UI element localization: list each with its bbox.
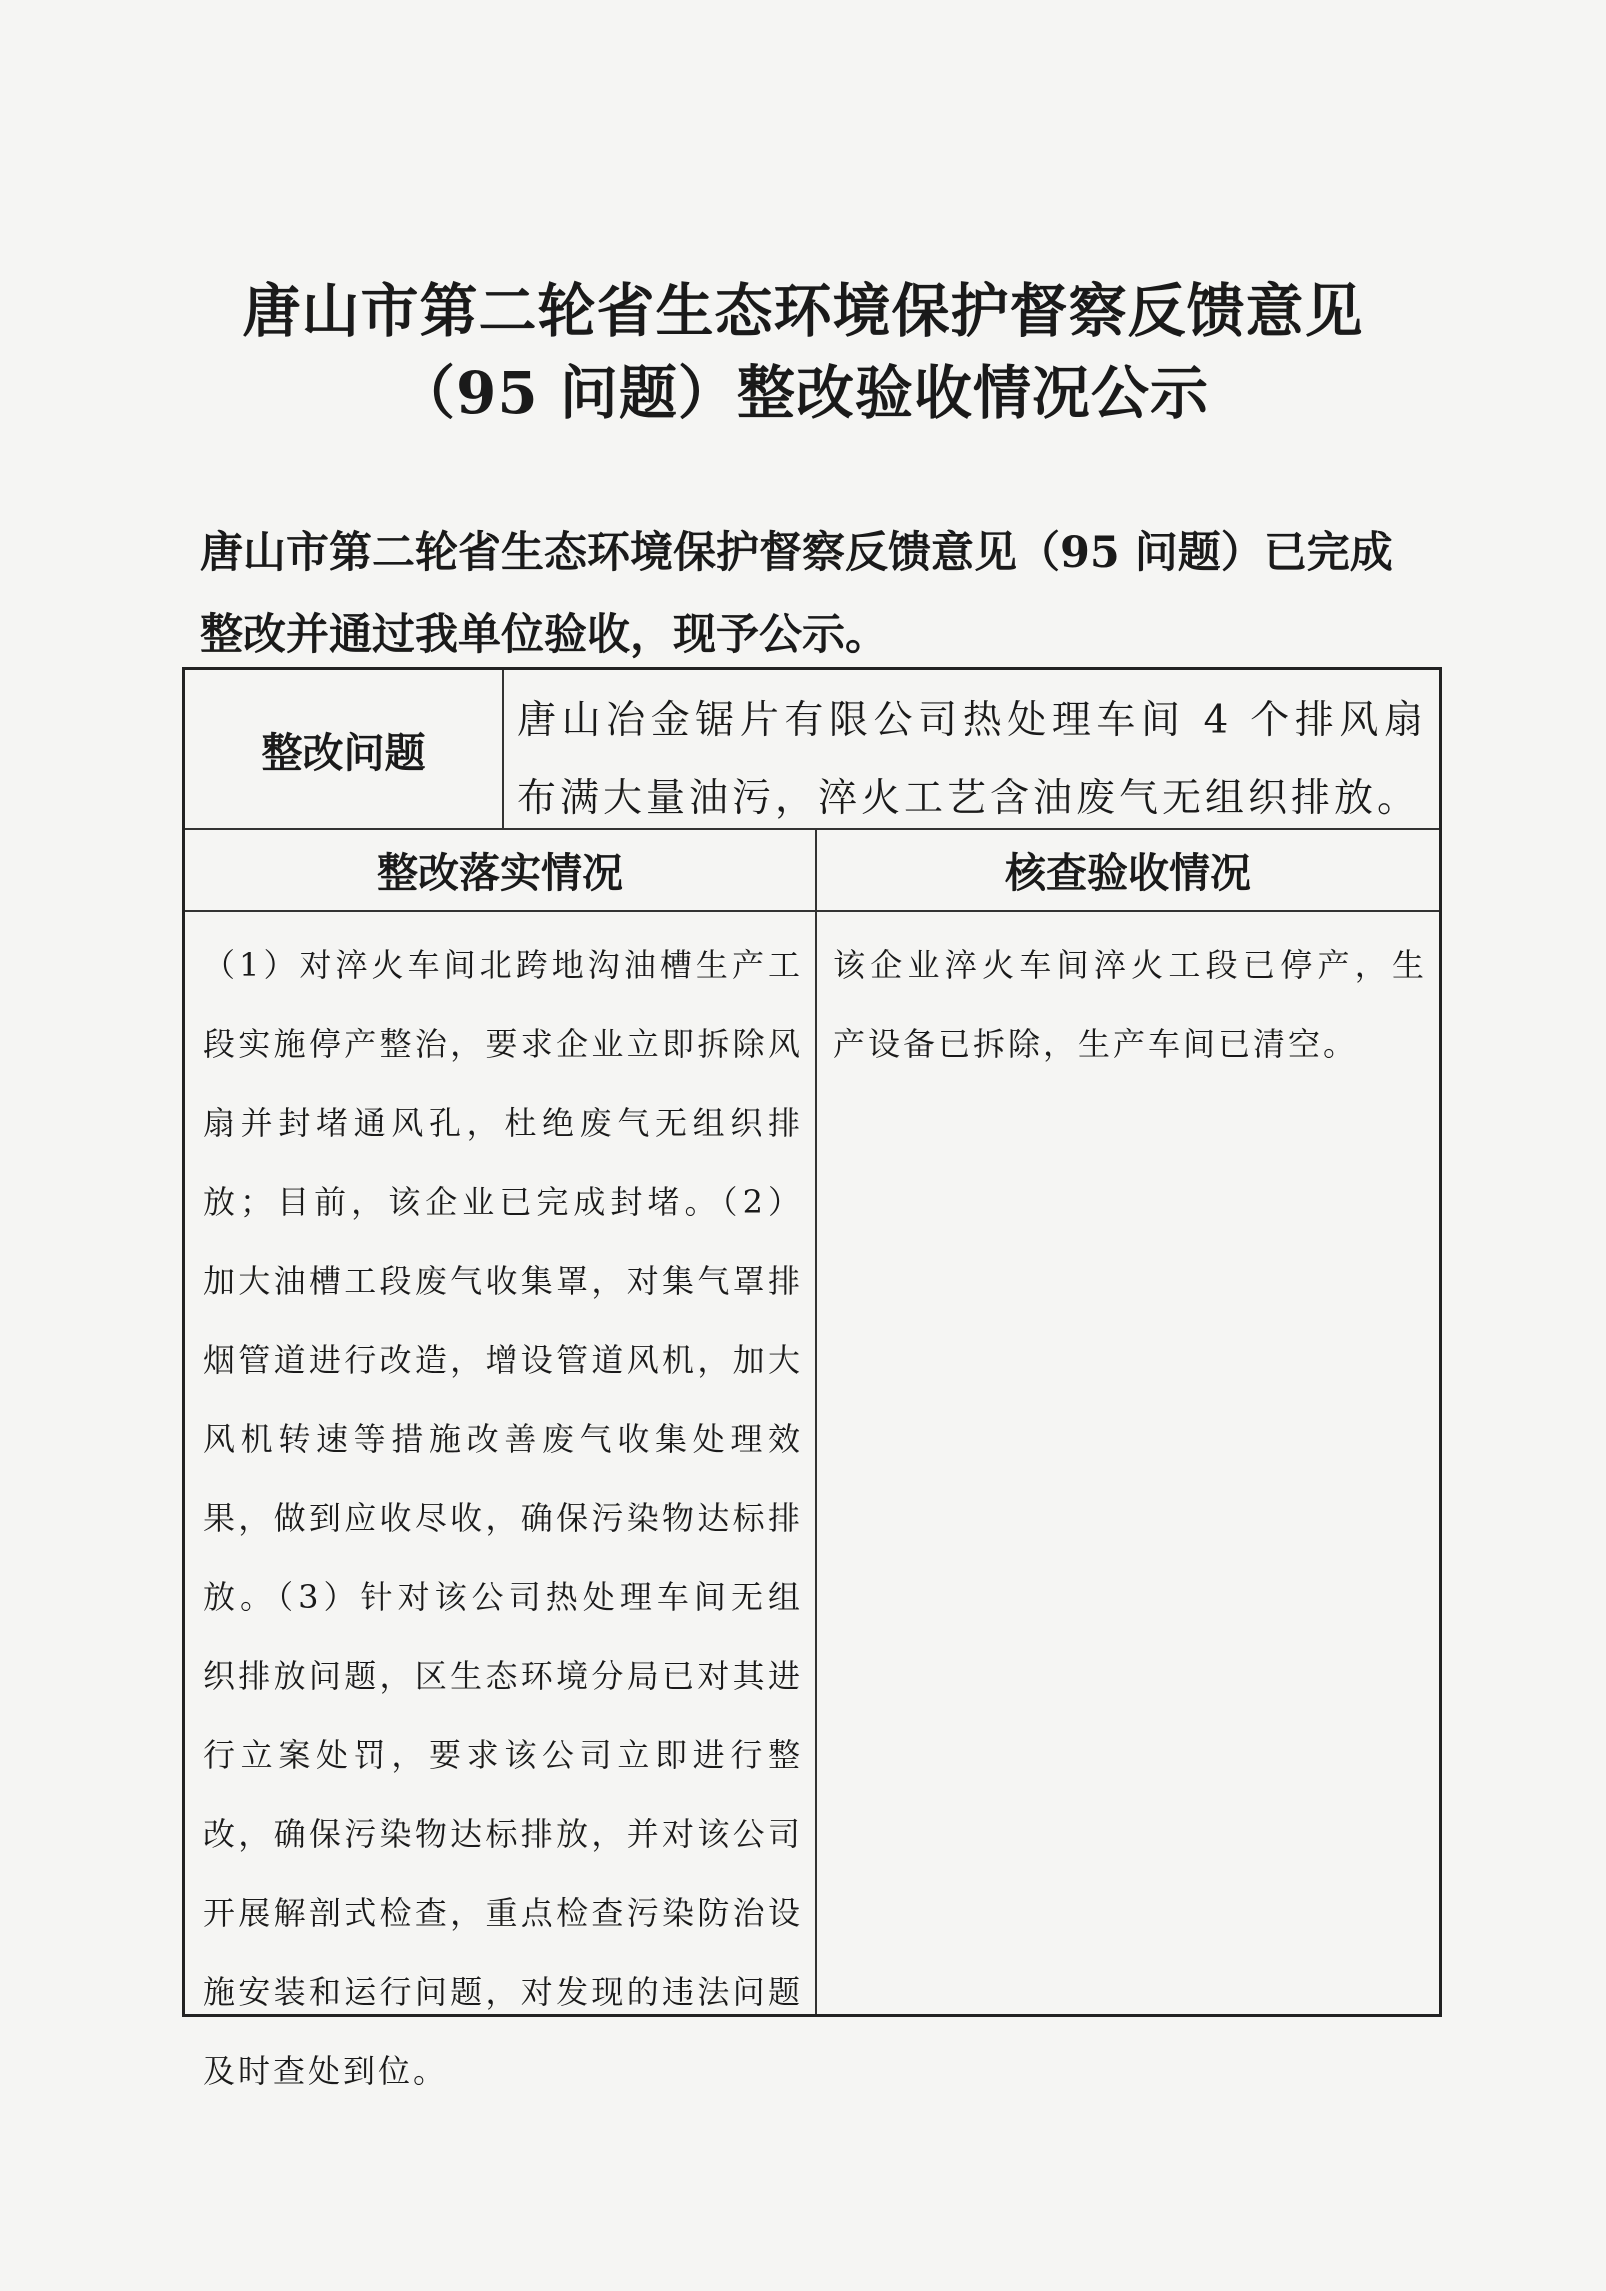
intro-paragraph-line-2: 整改并通过我单位验收，现予公示。 bbox=[200, 610, 888, 660]
verification-content: 该企业淬火车间淬火工段已停产，生产设备已拆除，生产车间已清空。 bbox=[833, 946, 1427, 1063]
implementation-content: （1）对淬火车间北跨地沟油槽生产工段实施停产整治，要求企业立即拆除风扇并封堵通风孔，杜绝废气无组织排放；目前，该企业已完成封堵。（2）加大油槽工段废气收集罩，对集气罩排烟管道进行改造，增设管道风机，加大风机转速等措施改善废气收集处理效果，做到应收尽收，确保污染物达标排放。（3）针对该公司热处理车间无组织排放问题，区生态环境分局已对其进行立案处罚，要求该公司立即进行整改，确保污染物达标排放，并对该公司开展解剖式检查，重点检查污染防治设施安装和运行问题，对发现的违法问题及时查处到位。 bbox=[203, 946, 803, 2090]
table-divider bbox=[185, 910, 1439, 912]
problem-description: 唐山冶金锯片有限公司热处理车间 4 个排风扇布满大量油污，淬火工艺含油废气无组织排放。 bbox=[517, 698, 1427, 821]
table-divider bbox=[815, 828, 817, 2014]
problem-label: 整改问题 bbox=[261, 728, 426, 777]
table-divider bbox=[502, 670, 504, 828]
implementation-header: 整改落实情况 bbox=[377, 848, 623, 897]
document-title-line-1: 唐山市第二轮省生态环境保护督察反馈意见 bbox=[242, 277, 1364, 345]
verification-header: 核查验收情况 bbox=[1005, 848, 1251, 897]
document-title-line-2: （95 问题）整改验收情况公示 bbox=[397, 359, 1209, 427]
intro-paragraph-line-1: 唐山市第二轮省生态环境保护督察反馈意见（95 问题）已完成 bbox=[200, 528, 1393, 578]
rectification-table bbox=[182, 667, 1442, 2090]
